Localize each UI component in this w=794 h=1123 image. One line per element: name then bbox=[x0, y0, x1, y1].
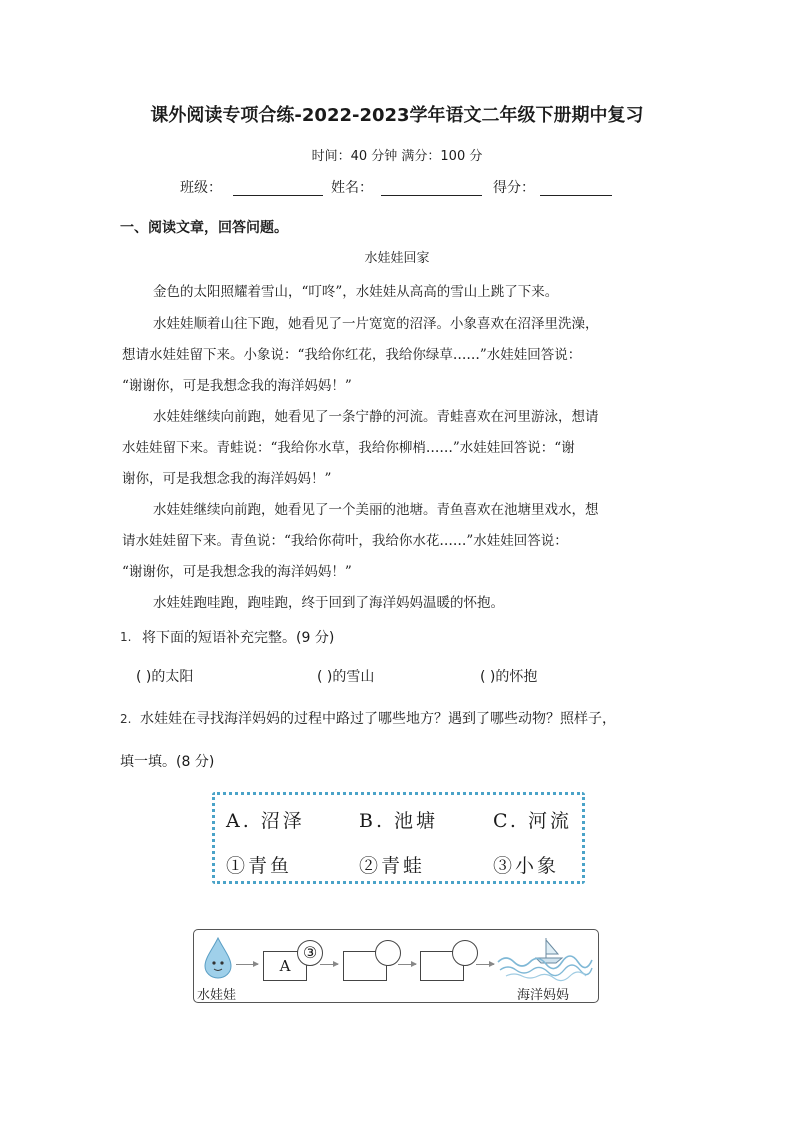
time-and-score-line: 时间：40 分钟 满分：100 分 bbox=[311, 149, 483, 164]
arrow-3 bbox=[398, 964, 416, 965]
paragraph-3-line-3: 谢你，可是我想念我的海洋妈妈！” bbox=[122, 471, 332, 487]
paragraph-4-line-1: 水娃娃继续向前跑，她看见了一个美丽的池塘。青鱼喜欢在池塘里戏水，想 bbox=[153, 502, 599, 518]
animal-2-frog: ②青蛙 bbox=[359, 855, 426, 877]
arrow-1 bbox=[236, 964, 258, 965]
question-1-number: 1. bbox=[120, 630, 132, 644]
animal-3-elephant: ③小象 bbox=[493, 855, 560, 877]
question-1-text: 将下面的短语补充完整。(9 分) bbox=[142, 630, 335, 646]
option-b-pond: B. 池塘 bbox=[359, 810, 439, 832]
paragraph-2-line-3: “谢谢你，可是我想念我的海洋妈妈！” bbox=[122, 378, 352, 394]
paragraph-3-line-2: 水娃娃留下来。青蛙说：“我给你水草，我给你柳梢……”水娃娃回答说：“谢 bbox=[122, 440, 575, 456]
water-drop-character-icon bbox=[202, 936, 234, 980]
animal-circle-3[interactable] bbox=[452, 940, 478, 966]
sea-boat-icon bbox=[496, 932, 594, 982]
example-animal-circle: ③ bbox=[297, 940, 323, 966]
start-label: 水娃娃 bbox=[197, 988, 237, 1003]
animal-circle-2[interactable] bbox=[375, 940, 401, 966]
arrow-4 bbox=[476, 964, 494, 965]
score-blank[interactable] bbox=[540, 181, 612, 196]
paragraph-1-line-1: 金色的太阳照耀着雪山，“叮咚”，水娃娃从高高的雪山上跳了下来。 bbox=[153, 284, 559, 300]
route-diagram bbox=[193, 929, 599, 1003]
animal-1-green-fish: ①青鱼 bbox=[226, 855, 293, 877]
question-2-text-line-1: 水娃娃在寻找海洋妈妈的过程中路过了哪些地方？遇到了哪些动物？照样子， bbox=[140, 711, 616, 727]
option-c-river: C. 河流 bbox=[493, 810, 572, 832]
section-heading: 一、阅读文章，回答问题。 bbox=[120, 220, 288, 236]
question-2-number: 2. bbox=[120, 712, 132, 726]
class-blank[interactable] bbox=[233, 181, 323, 196]
option-a-swamp: A. 沼泽 bbox=[226, 810, 305, 832]
score-label: 得分： bbox=[493, 180, 535, 196]
example-place-letter: A bbox=[279, 957, 291, 975]
paragraph-4-line-2: 请水娃娃留下来。青鱼说：“我给你荷叶，我给你水花……”水娃娃回答说： bbox=[122, 533, 568, 549]
arrow-2 bbox=[320, 964, 338, 965]
q1-blank-sun[interactable]: ( )的太阳 bbox=[136, 669, 194, 685]
q1-blank-snow-mountain[interactable]: ( )的雪山 bbox=[317, 669, 375, 685]
question-2-text-line-2: 填一填。(8 分) bbox=[120, 754, 215, 770]
paragraph-5-line-1: 水娃娃跑哇跑，跑哇跑，终于回到了海洋妈妈温暖的怀抱。 bbox=[153, 595, 504, 611]
q1-blank-embrace[interactable]: ( )的怀抱 bbox=[480, 669, 538, 685]
end-label: 海洋妈妈 bbox=[517, 988, 570, 1003]
class-label: 班级： bbox=[180, 180, 222, 196]
paragraph-2-line-2: 想请水娃娃留下来。小象说：“我给你红花，我给你绿草……”水娃娃回答说： bbox=[122, 347, 582, 363]
paragraph-2-line-1: 水娃娃顺着山往下跑，她看见了一片宽宽的沼泽。小象喜欢在沼泽里洗澡， bbox=[153, 316, 599, 332]
paragraph-4-line-3: “谢谢你，可是我想念我的海洋妈妈！” bbox=[122, 564, 352, 580]
passage-title: 水娃娃回家 bbox=[364, 251, 430, 266]
name-label: 姓名： bbox=[331, 180, 373, 196]
page-title: 课外阅读专项合练-2022-2023学年语文二年级下册期中复习 bbox=[150, 105, 644, 126]
paragraph-3-line-1: 水娃娃继续向前跑，她看见了一条宁静的河流。青蛙喜欢在河里游泳，想请 bbox=[153, 409, 599, 425]
name-blank[interactable] bbox=[381, 181, 482, 196]
